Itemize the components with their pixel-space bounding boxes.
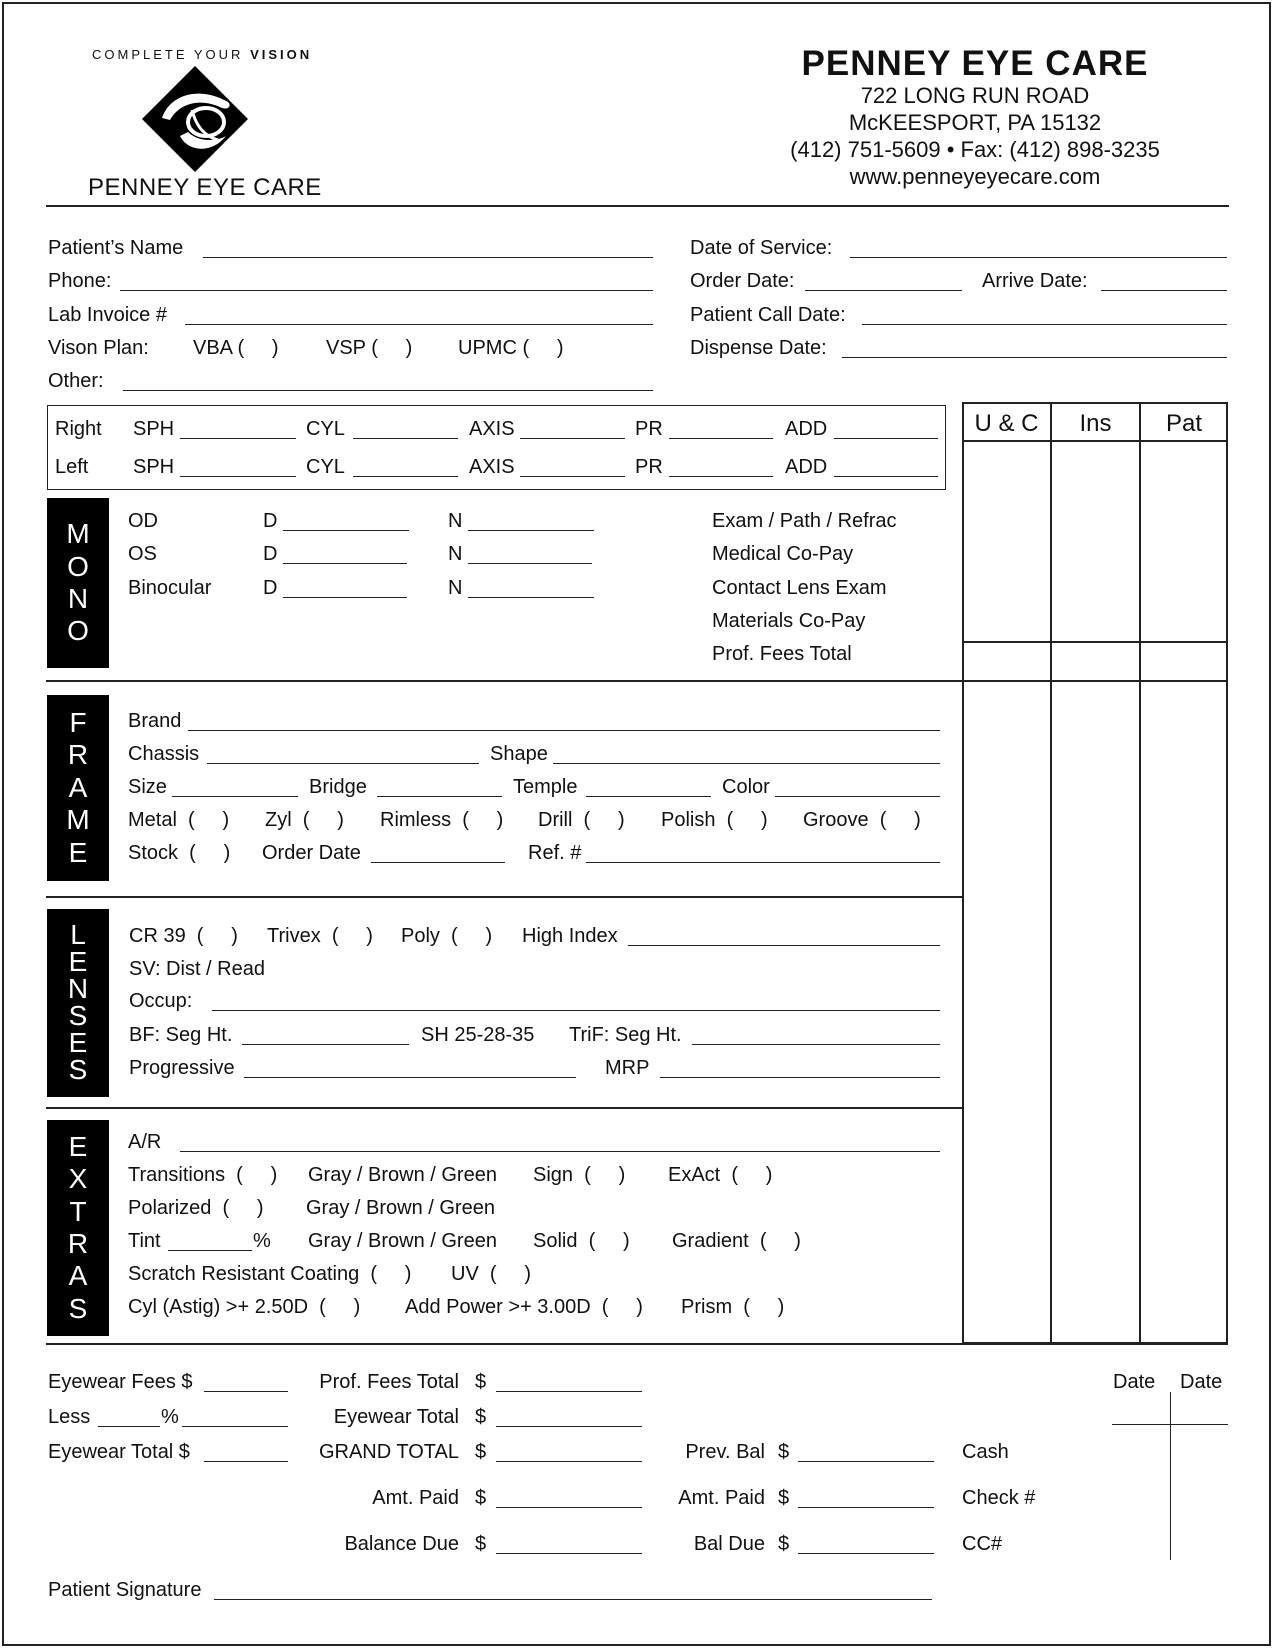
address-line-2: McKEESPORT, PA 15132 bbox=[848, 110, 1102, 135]
logo-name: PENNEY EYE CARE bbox=[88, 174, 322, 201]
add-power-checkbox[interactable]: Add Power >+ 3.00D ( ) bbox=[405, 1296, 643, 1318]
mono-letter: O bbox=[67, 615, 89, 647]
cr39-checkbox[interactable]: CR 39 ( ) bbox=[129, 925, 238, 947]
gradient-checkbox[interactable]: Gradient ( ) bbox=[672, 1230, 801, 1252]
frame-sidebar bbox=[47, 695, 109, 881]
temple-label: Temple bbox=[513, 776, 578, 798]
prof-fees-total-label: Prof. Fees Total bbox=[319, 1371, 459, 1393]
mono-binocular: Binocular bbox=[128, 577, 212, 599]
rx-left-add-field[interactable] bbox=[834, 476, 938, 477]
fee-col-divider-2 bbox=[1139, 402, 1141, 1344]
eyewear-total-dollar-label: Eyewear Total $ bbox=[48, 1441, 190, 1463]
lenses-letter: S bbox=[68, 1000, 88, 1031]
rx-left-axis-field[interactable] bbox=[520, 476, 625, 477]
rx-left-label: Left bbox=[55, 456, 89, 478]
fee-medical-copay: Medical Co-Pay bbox=[712, 543, 854, 565]
date-col-2: Date bbox=[1180, 1371, 1223, 1393]
bf-seg-field[interactable] bbox=[242, 1044, 409, 1045]
balance-due-field[interactable] bbox=[496, 1553, 642, 1554]
dollar-sign: $ bbox=[475, 1406, 487, 1428]
dollar-sign: $ bbox=[778, 1533, 790, 1555]
mono-bin-d-field[interactable] bbox=[283, 597, 407, 598]
rx-left-pr: PR bbox=[635, 456, 663, 478]
order-date-label: Order Date: bbox=[690, 270, 795, 292]
extras-letter: S bbox=[68, 1292, 88, 1324]
rx-right-sph: SPH bbox=[133, 418, 175, 440]
stock-checkbox[interactable]: Stock ( ) bbox=[128, 842, 231, 864]
fee-prof-total: Prof. Fees Total bbox=[712, 643, 852, 665]
patient-name-field[interactable] bbox=[203, 257, 653, 258]
vision-plan-label: Vison Plan: bbox=[48, 337, 149, 359]
rx-right-cyl: CYL bbox=[306, 418, 345, 440]
phone-fax: (412) 751-5609 • Fax: (412) 898-3235 bbox=[790, 137, 1160, 162]
lenses-divider bbox=[46, 1107, 962, 1109]
address-line-1: 722 LONG RUN ROAD bbox=[860, 83, 1090, 108]
date-grid-divider bbox=[1170, 1392, 1171, 1560]
fee-materials-copay: Materials Co-Pay bbox=[712, 610, 866, 632]
extras-letter: R bbox=[67, 1228, 89, 1259]
mono-letter: N bbox=[67, 583, 89, 614]
eyewear-total-label: Eyewear Total bbox=[333, 1406, 459, 1428]
mono-letter: M bbox=[66, 518, 90, 550]
lenses-letter: S bbox=[68, 1053, 88, 1085]
bal-due-label: Bal Due bbox=[693, 1533, 765, 1555]
prof-fees-total-field[interactable] bbox=[496, 1391, 642, 1392]
color-label: Color bbox=[722, 776, 770, 798]
sh-label: SH 25-28-35 bbox=[421, 1024, 535, 1046]
arrive-date-label: Arrive Date: bbox=[982, 270, 1088, 292]
col-ins-header: Ins bbox=[1079, 410, 1112, 437]
eyewear-fees-field[interactable] bbox=[204, 1391, 288, 1392]
lenses-letter: E bbox=[68, 1026, 88, 1058]
phone-label: Phone: bbox=[48, 270, 112, 292]
logo-diamond-icon bbox=[140, 66, 250, 172]
rx-right-cyl-field[interactable] bbox=[353, 438, 458, 439]
dollar-sign: $ bbox=[778, 1487, 790, 1509]
lenses-letter: E bbox=[68, 946, 88, 978]
dispense-date-field[interactable] bbox=[842, 357, 1227, 358]
lenses-letter: L bbox=[70, 919, 86, 951]
mono-os-d-field[interactable] bbox=[283, 563, 407, 564]
logo-tagline bbox=[92, 48, 312, 61]
rx-right-pr-field[interactable] bbox=[669, 438, 773, 439]
rx-left-sph-field[interactable] bbox=[180, 476, 296, 477]
mono-letter: O bbox=[67, 550, 89, 582]
ref-label: Ref. # bbox=[528, 842, 582, 864]
other-field[interactable] bbox=[123, 390, 653, 391]
chassis-label: Chassis bbox=[128, 743, 200, 765]
poly-checkbox[interactable]: Poly ( ) bbox=[401, 925, 493, 947]
amt-paid-field[interactable] bbox=[496, 1507, 642, 1508]
eyewear-total-field-left[interactable] bbox=[204, 1461, 288, 1462]
frame-letter: A bbox=[68, 771, 88, 803]
frame-letter: E bbox=[68, 836, 88, 868]
frame-divider bbox=[46, 896, 962, 898]
groove-checkbox[interactable]: Groove ( ) bbox=[803, 809, 921, 831]
dollar-sign: $ bbox=[475, 1371, 487, 1393]
tagline-bold: VISION bbox=[250, 47, 313, 62]
rimless-checkbox[interactable]: Rimless ( ) bbox=[380, 809, 504, 831]
frame-letter: F bbox=[69, 706, 87, 738]
fee-columns bbox=[962, 402, 1228, 1344]
eyewear-fees-label: Eyewear Fees $ bbox=[48, 1371, 193, 1393]
high-index-field[interactable] bbox=[628, 945, 940, 946]
rx-left-cyl-field[interactable] bbox=[353, 476, 458, 477]
drill-checkbox[interactable]: Drill ( ) bbox=[538, 809, 625, 831]
tint-color: Gray / Brown / Green bbox=[308, 1230, 497, 1252]
less-pct: % bbox=[161, 1406, 179, 1428]
eyewear-total-field[interactable] bbox=[496, 1426, 642, 1427]
occup-field[interactable] bbox=[212, 1010, 940, 1011]
mono-od: OD bbox=[128, 510, 158, 532]
rx-left-pr-field[interactable] bbox=[669, 476, 773, 477]
uv-checkbox[interactable]: UV ( ) bbox=[451, 1263, 531, 1285]
chassis-field[interactable] bbox=[207, 763, 479, 764]
prism-checkbox[interactable]: Prism ( ) bbox=[681, 1296, 785, 1318]
mrp-label: MRP bbox=[605, 1057, 650, 1079]
mono-bin-n: N bbox=[448, 577, 463, 599]
progressive-label: Progressive bbox=[129, 1057, 235, 1079]
dollar-sign: $ bbox=[475, 1487, 487, 1509]
brand-label: Brand bbox=[128, 710, 182, 732]
website: www.penneyeyecare.com bbox=[849, 164, 1101, 189]
lenses-letter: N bbox=[67, 973, 89, 1005]
size-label: Size bbox=[128, 776, 167, 798]
extras-letter: A bbox=[68, 1260, 88, 1292]
upmc-checkbox[interactable]: UPMC ( ) bbox=[458, 337, 564, 359]
practice-name: PENNEY EYE CARE bbox=[801, 44, 1149, 83]
bridge-label: Bridge bbox=[309, 776, 367, 798]
rx-right-label: Right bbox=[55, 418, 102, 440]
cyl-astig-checkbox[interactable]: Cyl (Astig) >+ 2.50D ( ) bbox=[128, 1296, 361, 1318]
date-of-service-label: Date of Service: bbox=[690, 237, 833, 259]
mono-os: OS bbox=[128, 543, 157, 565]
mono-bin-n-field[interactable] bbox=[468, 597, 594, 598]
prev-bal-field[interactable] bbox=[798, 1461, 934, 1462]
frame-order-date-label: Order Date bbox=[262, 842, 361, 864]
shape-field[interactable] bbox=[553, 763, 940, 764]
mono-od-d: D bbox=[263, 510, 278, 532]
bal-due-field[interactable] bbox=[798, 1553, 934, 1554]
tint-label: Tint bbox=[128, 1230, 161, 1252]
signature-field[interactable] bbox=[214, 1599, 932, 1600]
patient-name-label: Patient’s Name bbox=[48, 237, 184, 259]
high-index-label: High Index bbox=[522, 925, 618, 947]
col-pat-header: Pat bbox=[1165, 410, 1203, 437]
ref-field[interactable] bbox=[586, 862, 940, 863]
grand-total-field[interactable] bbox=[496, 1461, 642, 1462]
date-of-service-field[interactable] bbox=[850, 257, 1227, 258]
date-col-1: Date bbox=[1113, 1371, 1156, 1393]
rx-right-axis-field[interactable] bbox=[520, 438, 625, 439]
vba-checkbox[interactable]: VBA ( ) bbox=[193, 337, 279, 359]
shape-label: Shape bbox=[490, 743, 548, 765]
mono-divider bbox=[46, 680, 1228, 682]
fee-contact-exam: Contact Lens Exam bbox=[712, 577, 887, 599]
scratch-checkbox[interactable]: Scratch Resistant Coating ( ) bbox=[128, 1263, 412, 1285]
rx-left-sph: SPH bbox=[133, 456, 175, 478]
rx-right-add: ADD bbox=[785, 418, 828, 440]
patient-call-date-field[interactable] bbox=[862, 324, 1227, 325]
lenses-sidebar bbox=[47, 909, 109, 1097]
frame-letter: M bbox=[66, 804, 90, 836]
exact-checkbox[interactable]: ExAct ( ) bbox=[668, 1164, 773, 1186]
other-label: Other: bbox=[48, 370, 104, 392]
progressive-field[interactable] bbox=[244, 1077, 576, 1078]
signature-label: Patient Signature bbox=[48, 1579, 202, 1601]
fee-exam: Exam / Path / Refrac bbox=[712, 510, 897, 532]
rx-right-pr: PR bbox=[635, 418, 663, 440]
col-uc-header: U & C bbox=[974, 410, 1039, 437]
patient-call-date-label: Patient Call Date: bbox=[690, 304, 846, 326]
extras-sidebar bbox=[47, 1120, 109, 1336]
frame-letter: R bbox=[67, 739, 89, 771]
mono-sidebar bbox=[47, 498, 109, 668]
mono-od-n: N bbox=[448, 510, 463, 532]
ar-field[interactable] bbox=[180, 1151, 940, 1152]
tint-field[interactable] bbox=[168, 1250, 252, 1251]
phone-field[interactable] bbox=[120, 290, 653, 291]
rx-right-axis: AXIS bbox=[469, 418, 515, 440]
amt-paid-label-2: Amt. Paid bbox=[678, 1487, 765, 1509]
prev-bal-label: Prev. Bal bbox=[685, 1441, 765, 1463]
dollar-sign: $ bbox=[778, 1441, 790, 1463]
sign-checkbox[interactable]: Sign ( ) bbox=[533, 1164, 626, 1186]
brand-field[interactable] bbox=[188, 730, 940, 731]
check-label: Check # bbox=[962, 1487, 1036, 1509]
frame-order-date-field[interactable] bbox=[371, 862, 505, 863]
lab-invoice-field[interactable] bbox=[185, 324, 653, 325]
dispense-date-label: Dispense Date: bbox=[690, 337, 827, 359]
arrive-date-field[interactable] bbox=[1101, 290, 1227, 291]
mono-os-n-field[interactable] bbox=[468, 563, 592, 564]
occup-label: Occup: bbox=[129, 990, 193, 1012]
polarized-color: Gray / Brown / Green bbox=[306, 1197, 495, 1219]
order-date-field[interactable] bbox=[805, 290, 962, 291]
vsp-checkbox[interactable]: VSP ( ) bbox=[326, 337, 413, 359]
header-divider bbox=[46, 205, 1229, 207]
zyl-checkbox[interactable]: Zyl ( ) bbox=[265, 809, 344, 831]
amt-paid-field-2[interactable] bbox=[798, 1507, 934, 1508]
temple-field[interactable] bbox=[586, 796, 711, 797]
ar-label: A/R bbox=[128, 1131, 162, 1153]
color-field[interactable] bbox=[775, 796, 940, 797]
fee-header-divider bbox=[962, 440, 1228, 442]
transitions-color: Gray / Brown / Green bbox=[308, 1164, 497, 1186]
mono-bin-d: D bbox=[263, 577, 278, 599]
lab-invoice-label: Lab Invoice # bbox=[48, 304, 167, 326]
fee-col-divider-1 bbox=[1050, 402, 1052, 1344]
mono-os-d: D bbox=[263, 543, 278, 565]
grand-total-label: GRAND TOTAL bbox=[318, 1441, 459, 1463]
mono-os-n: N bbox=[448, 543, 463, 565]
dollar-sign: $ bbox=[475, 1441, 487, 1463]
polish-checkbox[interactable]: Polish ( ) bbox=[661, 809, 768, 831]
extras-letter: E bbox=[68, 1130, 88, 1162]
sv-dist-read: SV: Dist / Read bbox=[129, 958, 265, 980]
tagline-text: COMPLETE YOUR bbox=[92, 47, 251, 62]
tint-pct: % bbox=[253, 1230, 271, 1252]
less-pct-field[interactable] bbox=[98, 1426, 160, 1427]
dollar-sign: $ bbox=[475, 1533, 487, 1555]
polarized-checkbox[interactable]: Polarized ( ) bbox=[128, 1197, 264, 1219]
trif-seg-label: TriF: Seg Ht. bbox=[569, 1024, 682, 1046]
metal-checkbox[interactable]: Metal ( ) bbox=[128, 809, 230, 831]
extras-divider bbox=[46, 1343, 1228, 1345]
amt-paid-label: Amt. Paid bbox=[372, 1487, 459, 1509]
rx-right-add-field[interactable] bbox=[834, 438, 938, 439]
bf-seg-label: BF: Seg Ht. bbox=[129, 1024, 233, 1046]
cash-label: Cash bbox=[962, 1441, 1009, 1463]
rx-left-add: ADD bbox=[785, 456, 828, 478]
size-field[interactable] bbox=[172, 796, 298, 797]
rx-left-axis: AXIS bbox=[469, 456, 515, 478]
mono-od-n-field[interactable] bbox=[468, 530, 594, 531]
less-field[interactable] bbox=[182, 1426, 288, 1427]
fee-subtotal-divider bbox=[962, 641, 1228, 643]
solid-checkbox[interactable]: Solid ( ) bbox=[533, 1230, 630, 1252]
extras-letter: T bbox=[69, 1195, 87, 1227]
transitions-checkbox[interactable]: Transitions ( ) bbox=[128, 1164, 278, 1186]
rx-left-cyl: CYL bbox=[306, 456, 345, 478]
mono-od-d-field[interactable] bbox=[283, 530, 409, 531]
trivex-checkbox[interactable]: Trivex ( ) bbox=[267, 925, 373, 947]
rx-right-sph-field[interactable] bbox=[180, 438, 296, 439]
balance-due-label: Balance Due bbox=[344, 1533, 459, 1555]
extras-letter: X bbox=[68, 1163, 88, 1195]
mrp-field[interactable] bbox=[660, 1077, 940, 1078]
bridge-field[interactable] bbox=[377, 796, 502, 797]
cc-label: CC# bbox=[962, 1533, 1003, 1555]
trif-seg-field[interactable] bbox=[692, 1044, 940, 1045]
less-label: Less bbox=[48, 1406, 91, 1428]
